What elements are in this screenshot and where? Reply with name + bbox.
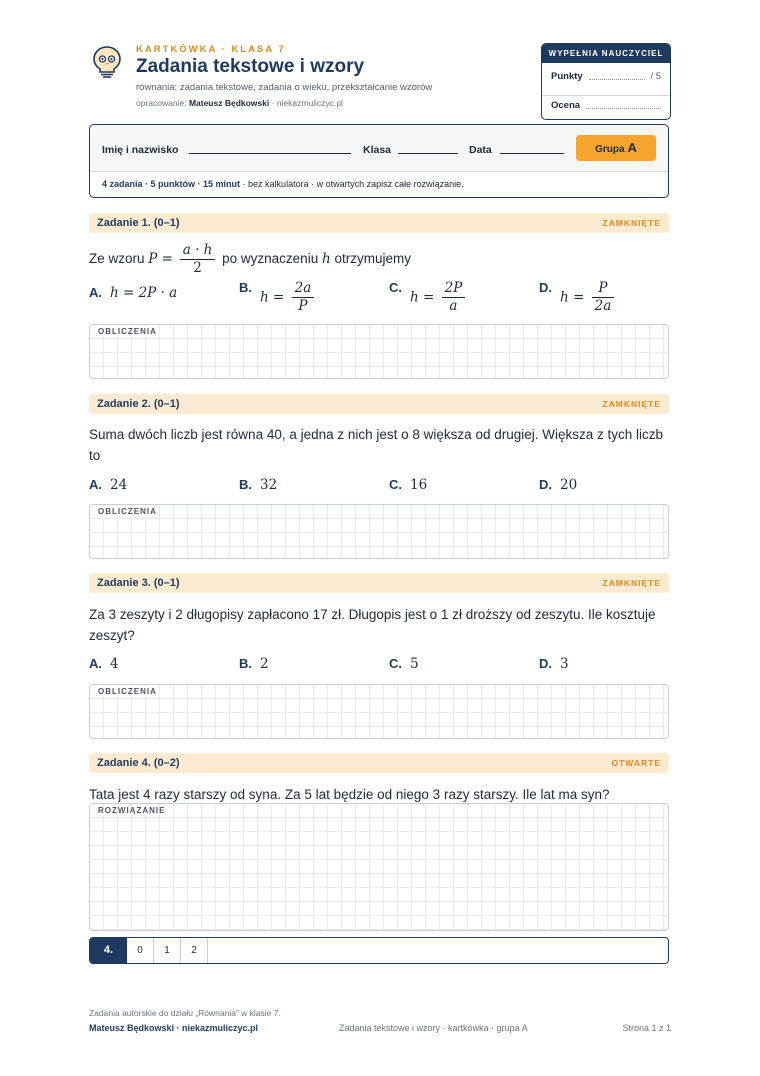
task-2-header bbox=[89, 394, 669, 414]
option-letter: A. bbox=[89, 477, 102, 492]
task-1-work-area[interactable] bbox=[89, 324, 669, 379]
group-badge bbox=[576, 135, 656, 161]
task-2-option-a[interactable] bbox=[89, 477, 127, 493]
option-letter: D. bbox=[539, 280, 552, 295]
option-letter: A. bbox=[89, 285, 102, 300]
name-label: Imię i nazwisko bbox=[102, 144, 179, 156]
option-text: h = 2P · a bbox=[110, 285, 178, 301]
option-text: 2 bbox=[260, 656, 269, 672]
formula-lhs: P = bbox=[148, 251, 173, 267]
score-cell-2[interactable]: 2 bbox=[181, 938, 208, 963]
task-3-option-c[interactable] bbox=[389, 656, 419, 672]
option-fraction bbox=[292, 280, 315, 315]
footer-page-number: Strona 1 z 1 bbox=[622, 1023, 671, 1033]
author-name: Mateusz Będkowski bbox=[188, 98, 270, 108]
option-letter: A. bbox=[89, 656, 102, 671]
score-label: 4. bbox=[90, 938, 127, 963]
grade-row bbox=[551, 100, 661, 111]
task-1-question bbox=[89, 240, 669, 278]
date-input-line[interactable] bbox=[500, 153, 564, 154]
formula-fraction bbox=[180, 242, 216, 277]
task-3-kind: ZAMKNIĘTE bbox=[602, 578, 661, 588]
task-3-question: Za 3 zeszyty i 2 długopisy zapłacono 17 zł. Długopis jest o 1 zł droższy od zeszytu. Ile kosztuje zeszyt? bbox=[89, 607, 656, 643]
formula-denominator: 2 bbox=[193, 259, 202, 276]
option-letter: B. bbox=[239, 656, 252, 671]
task-2-question: Suma dwóch liczb jest równa 40, a jedna z nich jest o 8 większa od drugiej. Większa z tych liczb to bbox=[89, 427, 664, 463]
task-1-option-c[interactable] bbox=[389, 280, 468, 315]
points-field[interactable] bbox=[589, 72, 646, 80]
task-4-title: Zadanie 4. (0–2) bbox=[97, 757, 180, 769]
option-fraction bbox=[442, 280, 466, 315]
option-text: 24 bbox=[110, 477, 128, 493]
option-text: 32 bbox=[260, 477, 278, 493]
option-denominator: 2a bbox=[594, 298, 612, 314]
date-label: Data bbox=[469, 144, 492, 156]
page-title: Zadania tekstowe i wzory bbox=[136, 56, 365, 77]
task-4-solution-area[interactable] bbox=[89, 803, 669, 931]
option-text: h = bbox=[260, 289, 285, 306]
solution-area-label: ROZWIĄZANIE bbox=[98, 806, 166, 815]
score-cell-0[interactable]: 0 bbox=[127, 938, 154, 963]
author-site: · niekazmuliczyc.pl bbox=[271, 98, 343, 108]
task-2-work-area[interactable] bbox=[89, 504, 669, 559]
test-info-summary: 4 zadania · 5 punktów · 15 minut bbox=[102, 179, 241, 189]
option-text: 16 bbox=[410, 477, 428, 493]
option-letter: B. bbox=[239, 280, 252, 295]
task-3-title: Zadanie 3. (0–1) bbox=[97, 577, 180, 589]
task-3-option-d[interactable] bbox=[539, 656, 569, 672]
worksheet-kicker: KARTKÓWKA · KLASA 7 bbox=[136, 44, 286, 55]
task-2-option-c[interactable] bbox=[389, 477, 427, 493]
option-denominator: P bbox=[298, 298, 308, 314]
option-letter: C. bbox=[389, 477, 402, 492]
footer-author: Mateusz Będkowski · niekazmuliczyc.pl bbox=[89, 1023, 259, 1033]
grade-field[interactable] bbox=[586, 101, 661, 109]
task-2-option-d[interactable] bbox=[539, 477, 577, 493]
task-1-option-b[interactable] bbox=[239, 280, 317, 315]
option-text: 5 bbox=[410, 656, 419, 672]
student-box bbox=[89, 124, 669, 198]
task-1-kind: ZAMKNIĘTE bbox=[602, 218, 661, 228]
task-3-option-a[interactable] bbox=[89, 656, 119, 672]
points-label: Punkty bbox=[551, 71, 583, 82]
option-letter: D. bbox=[539, 477, 552, 492]
task-2-title: Zadanie 2. (0–1) bbox=[97, 398, 180, 410]
author-prefix: opracowanie: bbox=[136, 98, 187, 108]
task-4-kind: OTWARTE bbox=[611, 758, 661, 768]
task-1-q-suffix: po wyznaczeniu bbox=[222, 251, 319, 266]
option-denominator: a bbox=[449, 298, 458, 314]
formula-numerator: a · h bbox=[180, 242, 216, 260]
task-1-q-prefix: Ze wzoru bbox=[89, 251, 145, 266]
points-max: / 5 bbox=[650, 71, 661, 82]
task-1-header bbox=[89, 213, 669, 233]
task-1-option-a[interactable] bbox=[89, 285, 177, 301]
option-numerator: P bbox=[592, 280, 615, 298]
work-area-label: OBLICZENIA bbox=[98, 327, 157, 336]
teacher-box bbox=[541, 43, 671, 120]
option-letter: C. bbox=[389, 656, 402, 671]
option-text: 3 bbox=[560, 656, 569, 672]
task-1-q-var: h bbox=[321, 251, 331, 267]
author-line bbox=[136, 98, 343, 108]
name-input-line[interactable] bbox=[189, 153, 351, 154]
option-fraction bbox=[592, 280, 615, 315]
option-text: 4 bbox=[110, 656, 119, 672]
task-3-option-b[interactable] bbox=[239, 656, 269, 672]
group-value: A bbox=[627, 140, 637, 155]
group-label: Grupa bbox=[595, 144, 625, 155]
student-fields bbox=[90, 125, 668, 172]
test-info-rules: · bez kalkulatora · w otwartych zapisz całe rozwiązanie. bbox=[242, 179, 464, 189]
task-2-option-b[interactable] bbox=[239, 477, 277, 493]
grade-label: Ocena bbox=[551, 100, 581, 111]
task-2-kind: ZAMKNIĘTE bbox=[602, 399, 661, 409]
option-letter: C. bbox=[389, 280, 402, 295]
option-letter: B. bbox=[239, 477, 252, 492]
task-4-question: Tata jest 4 razy starszy od syna. Za 5 lat będzie od niego 3 razy starszy. Ile lat ma syn? bbox=[89, 787, 610, 802]
task-1-option-d[interactable] bbox=[539, 280, 617, 315]
task-3-work-area[interactable] bbox=[89, 684, 669, 739]
option-text: h = bbox=[410, 289, 435, 306]
teacher-box-divider bbox=[542, 95, 670, 96]
task-3-header bbox=[89, 573, 669, 593]
task-4-score-bar bbox=[89, 937, 669, 964]
work-area-label: OBLICZENIA bbox=[98, 687, 157, 696]
test-info bbox=[102, 179, 464, 189]
option-numerator: 2P bbox=[442, 280, 466, 298]
option-text: h = bbox=[560, 289, 585, 306]
task-4-header bbox=[89, 753, 669, 773]
option-text: 20 bbox=[560, 477, 578, 493]
class-label: Klasa bbox=[363, 144, 392, 156]
footer-note: Zadania autorskie do działu „Równania” w klasie 7. bbox=[89, 1008, 281, 1018]
class-input-line[interactable] bbox=[398, 153, 458, 154]
footer-title: Zadania tekstowe i wzory · kartkówka · grupa A bbox=[339, 1023, 528, 1033]
page-subtitle: równania: zadania tekstowe, zadania o wieku, przekształcanie wzorów bbox=[136, 82, 433, 93]
task-1-q-end: otrzymujemy bbox=[334, 251, 411, 266]
lightbulb-owl-icon bbox=[90, 44, 124, 78]
option-letter: D. bbox=[539, 656, 552, 671]
score-cell-1[interactable]: 1 bbox=[154, 938, 181, 963]
teacher-box-heading: WYPEŁNIA NAUCZYCIEL bbox=[542, 44, 670, 63]
points-row bbox=[551, 71, 661, 82]
option-numerator: 2a bbox=[292, 280, 315, 298]
task-1-title: Zadanie 1. (0–1) bbox=[97, 217, 180, 229]
work-area-label: OBLICZENIA bbox=[98, 507, 157, 516]
